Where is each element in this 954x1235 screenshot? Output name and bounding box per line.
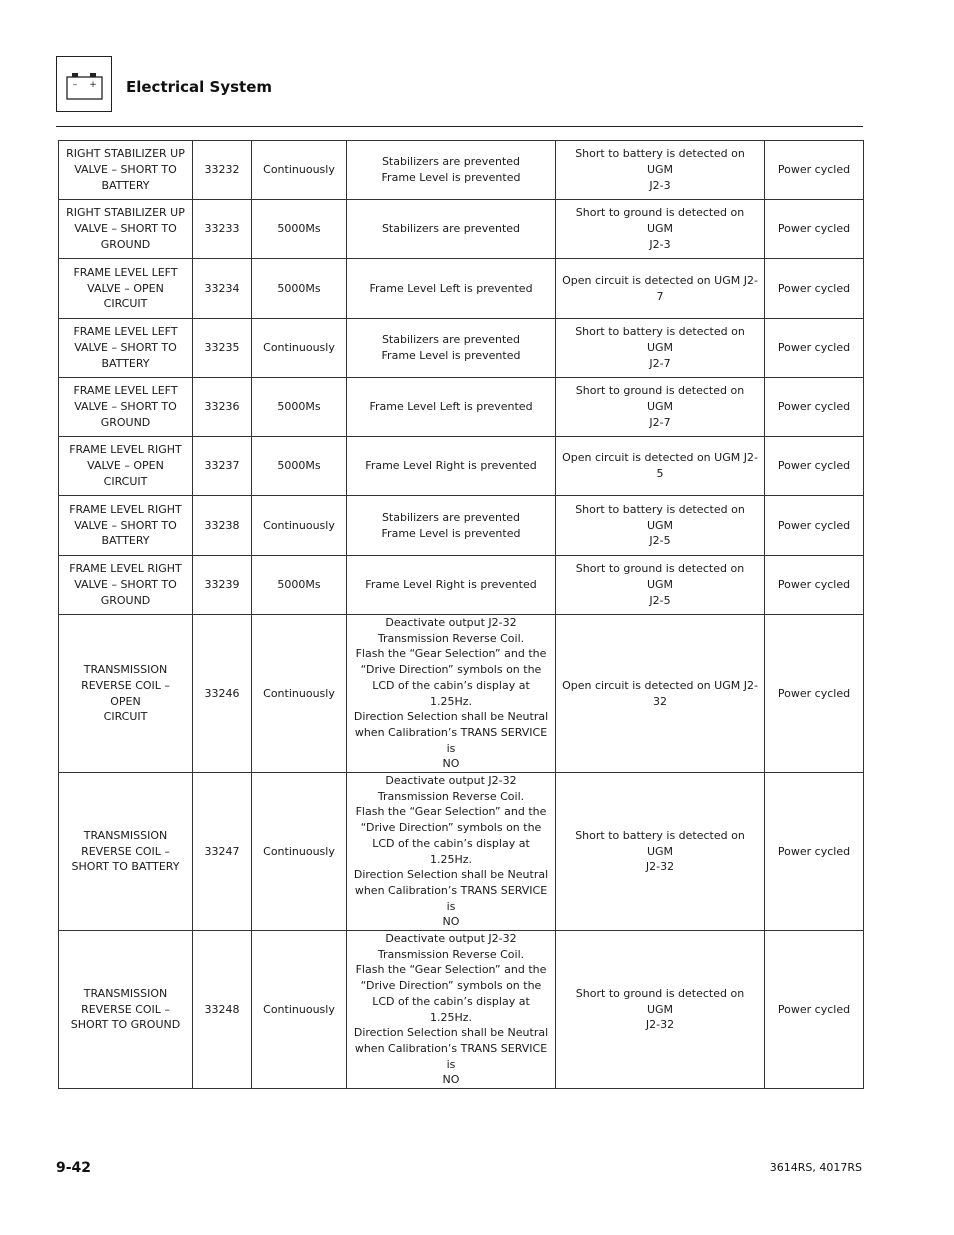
fault-description-line: SHORT TO BATTERY (71, 860, 180, 874)
fault-effect-line: Flash the “Gear Selection” and the (355, 647, 547, 661)
clear-condition-cell: Power cycled (765, 615, 864, 773)
fault-effect-cell (347, 615, 556, 773)
clear-condition-cell: Power cycled (765, 437, 864, 496)
table-row (59, 141, 864, 200)
clear-condition-cell: Power cycled (765, 319, 864, 378)
fault-description-line: CIRCUIT (103, 710, 148, 724)
detection-timing-cell: 5000Ms (252, 556, 347, 615)
fault-effect-line: Stabilizers are prevented (381, 155, 521, 169)
fault-description-line: GROUND (100, 593, 151, 607)
fault-code-cell: 33247 (193, 773, 252, 931)
detection-condition-cell (556, 259, 765, 319)
fault-effect-cell (347, 378, 556, 437)
table-row (59, 496, 864, 556)
fault-description-line: VALVE – SHORT TO (74, 163, 177, 177)
fault-effect-line: Deactivate output J2-32 (385, 616, 517, 629)
detection-condition-cell (556, 378, 765, 437)
fault-description-line: VALVE – SHORT TO (74, 518, 177, 532)
fault-description-cell (59, 319, 193, 378)
fault-description-line: TRANSMISSION (83, 828, 168, 842)
clear-condition-cell: Power cycled (765, 200, 864, 259)
fault-description-line: RIGHT STABILIZER UP (66, 147, 185, 161)
fault-effect-line: “Drive Direction” symbols on the (360, 663, 542, 677)
detection-timing-cell: 5000Ms (252, 200, 347, 259)
detection-condition-line: J2-5 (649, 593, 671, 607)
fault-description-line: REVERSE COIL – (81, 844, 170, 858)
fault-code-cell: 33235 (193, 319, 252, 378)
fault-effect-cell (347, 773, 556, 931)
fault-effect-line: Stabilizers are prevented (381, 510, 521, 524)
fault-code-cell: 33236 (193, 378, 252, 437)
fault-description-line: CIRCUIT (103, 297, 148, 311)
fault-effect-line: Frame Level Left is prevented (369, 281, 533, 295)
detection-condition-line: J2-7 (649, 415, 671, 429)
fault-effect-line: Frame Level Right is prevented (365, 459, 537, 473)
fault-description-cell (59, 556, 193, 615)
fault-effect-line: NO (442, 1073, 460, 1087)
fault-effect-line: Frame Level Left is prevented (369, 400, 533, 414)
table-row (59, 378, 864, 437)
table-row (59, 319, 864, 378)
fault-description-line: VALVE – OPEN (87, 281, 164, 295)
fault-code-cell: 33234 (193, 259, 252, 319)
fault-effect-line: when Calibration’s TRANS SERVICE is (354, 883, 548, 913)
table-row (59, 200, 864, 259)
fault-description-line: VALVE – OPEN (87, 459, 164, 473)
fault-description-line: VALVE – SHORT TO (74, 222, 177, 236)
fault-effect-line: Stabilizers are prevented (381, 333, 521, 347)
fault-description-line: CIRCUIT (103, 474, 148, 488)
fault-description-line: GROUND (100, 415, 151, 429)
clear-condition-cell: Power cycled (765, 378, 864, 437)
fault-effect-line: “Drive Direction” symbols on the (360, 821, 542, 835)
detection-timing-cell: 5000Ms (252, 259, 347, 319)
fault-description-line: SHORT TO GROUND (70, 1018, 181, 1032)
table-row (59, 615, 864, 773)
fault-effect-cell (347, 556, 556, 615)
detection-condition-line: Short to ground is detected on UGM (575, 384, 745, 414)
detection-condition-line: Short to battery is detected on UGM (575, 502, 745, 532)
fault-effect-line: LCD of the cabin’s display at 1.25Hz. (372, 994, 530, 1024)
fault-effect-line: Deactivate output J2-32 (385, 932, 517, 946)
section-title: Electrical System (126, 78, 273, 96)
fault-description-line: REVERSE COIL – (81, 1002, 170, 1016)
header-divider (56, 126, 863, 127)
detection-condition-cell (556, 496, 765, 556)
fault-effect-line: Transmission Reverse Coil. (377, 631, 525, 645)
detection-condition-line: Open circuit is detected on UGM J2- (562, 678, 758, 692)
fault-effect-line: Frame Level is prevented (381, 526, 521, 540)
detection-condition-cell (556, 931, 765, 1089)
fault-effect-cell (347, 319, 556, 378)
battery-plus-sign: + (89, 80, 97, 90)
detection-timing-cell: Continuously (252, 931, 347, 1089)
clear-condition-cell: Power cycled (765, 259, 864, 319)
detection-condition-line: J2-32 (645, 860, 675, 874)
fault-effect-line: when Calibration’s TRANS SERVICE is (354, 1041, 548, 1071)
detection-condition-line: Short to battery is detected on UGM (575, 828, 745, 858)
clear-condition-cell: Power cycled (765, 556, 864, 615)
fault-effect-line: Direction Selection shall be Neutral (353, 868, 549, 882)
table-row (59, 556, 864, 615)
clear-condition-cell: Power cycled (765, 773, 864, 931)
fault-code-cell: 33239 (193, 556, 252, 615)
detection-condition-line: J2-3 (649, 237, 671, 251)
detection-timing-cell: 5000Ms (252, 437, 347, 496)
fault-description-line: VALVE – SHORT TO (74, 578, 177, 592)
detection-condition-line: Short to ground is detected on UGM (575, 206, 745, 236)
detection-timing-cell: 5000Ms (252, 378, 347, 437)
fault-effect-cell (347, 200, 556, 259)
fault-effect-line: Deactivate output J2-32 (385, 774, 517, 788)
fault-effect-line: Stabilizers are prevented (381, 222, 521, 236)
clear-condition-cell: Power cycled (765, 141, 864, 200)
fault-description-line: REVERSE COIL – OPEN (81, 678, 170, 708)
fault-effect-line: “Drive Direction” symbols on the (360, 979, 542, 993)
fault-description-line: FRAME LEVEL RIGHT (69, 502, 182, 516)
fault-effect-line: Transmission Reverse Coil. (377, 947, 525, 961)
detection-condition-line: J2-32 (645, 1018, 675, 1032)
detection-condition-line: 32 (653, 694, 667, 708)
detection-condition-line: 7 (656, 289, 664, 303)
detection-condition-line: Short to battery is detected on UGM (575, 147, 745, 177)
fault-effect-line: Direction Selection shall be Neutral (353, 710, 549, 724)
detection-condition-line: J2-5 (649, 534, 671, 548)
fault-description-line: FRAME LEVEL LEFT (73, 384, 178, 398)
fault-effect-line: Flash the “Gear Selection” and the (355, 963, 547, 977)
fault-description-line: TRANSMISSION (83, 987, 168, 1001)
fault-code-table (58, 140, 864, 1089)
fault-code-cell: 33248 (193, 931, 252, 1089)
detection-condition-line: Short to ground is detected on UGM (575, 562, 745, 592)
fault-description-line: FRAME LEVEL RIGHT (69, 562, 182, 576)
detection-condition-cell (556, 437, 765, 496)
detection-condition-line: Open circuit is detected on UGM J2- (562, 273, 758, 287)
fault-code-cell: 33238 (193, 496, 252, 556)
fault-effect-line: Flash the “Gear Selection” and the (355, 805, 547, 819)
fault-description-line: BATTERY (101, 178, 150, 192)
section-icon-box (56, 56, 112, 112)
fault-code-cell: 33232 (193, 141, 252, 200)
fault-effect-cell (347, 496, 556, 556)
fault-description-cell (59, 496, 193, 556)
page-number: 9-42 (56, 1160, 92, 1176)
detection-condition-line: J2-3 (649, 178, 671, 192)
model-numbers: 3614RS, 4017RS (769, 1161, 862, 1174)
fault-code-cell: 33233 (193, 200, 252, 259)
fault-effect-cell (347, 259, 556, 319)
battery-minus-sign: – (72, 80, 78, 90)
fault-effect-line: Frame Level is prevented (381, 349, 521, 362)
fault-effect-line: when Calibration’s TRANS SERVICE is (354, 725, 548, 755)
detection-condition-cell (556, 200, 765, 259)
fault-description-line: VALVE – SHORT TO (74, 341, 177, 355)
detection-condition-line: Open circuit is detected on UGM J2- (562, 451, 758, 465)
fault-effect-line: Transmission Reverse Coil. (377, 789, 525, 803)
detection-condition-cell (556, 773, 765, 931)
fault-effect-line: NO (442, 915, 460, 929)
fault-code-table-body (59, 141, 864, 1089)
fault-effect-line: Frame Level Right is prevented (365, 578, 537, 592)
detection-timing-cell: Continuously (252, 141, 347, 200)
fault-description-line: TRANSMISSION (83, 663, 168, 677)
fault-effect-line: Direction Selection shall be Neutral (353, 1026, 549, 1040)
table-row (59, 773, 864, 931)
detection-condition-cell (556, 141, 765, 200)
fault-description-line: FRAME LEVEL LEFT (73, 325, 178, 339)
detection-condition-line: 5 (656, 467, 664, 480)
fault-code-cell: 33237 (193, 437, 252, 496)
detection-timing-cell: Continuously (252, 615, 347, 773)
fault-description-line: FRAME LEVEL RIGHT (69, 443, 182, 457)
fault-description-cell (59, 259, 193, 319)
fault-description-line: GROUND (100, 237, 151, 251)
fault-effect-cell (347, 437, 556, 496)
detection-condition-line: Short to battery is detected on UGM (575, 325, 745, 355)
fault-effect-cell (347, 141, 556, 200)
table-row (59, 931, 864, 1089)
fault-description-line: VALVE – SHORT TO (74, 400, 177, 414)
fault-description-cell (59, 931, 193, 1089)
clear-condition-cell: Power cycled (765, 496, 864, 556)
fault-effect-line: LCD of the cabin’s display at 1.25Hz. (372, 678, 530, 708)
fault-description-line: FRAME LEVEL LEFT (73, 265, 178, 279)
fault-code-cell: 33246 (193, 615, 252, 773)
fault-effect-line: Frame Level is prevented (381, 171, 521, 184)
fault-description-line: RIGHT STABILIZER UP (66, 206, 185, 220)
fault-effect-cell (347, 931, 556, 1089)
fault-description-cell (59, 141, 193, 200)
battery-icon (57, 57, 113, 113)
fault-effect-line: NO (442, 757, 460, 771)
fault-description-cell (59, 773, 193, 931)
fault-description-line: BATTERY (101, 534, 150, 548)
table-row (59, 259, 864, 319)
detection-condition-cell (556, 615, 765, 773)
detection-timing-cell: Continuously (252, 319, 347, 378)
detection-timing-cell: Continuously (252, 773, 347, 931)
detection-condition-line: Short to ground is detected on UGM (575, 987, 745, 1016)
fault-description-cell (59, 378, 193, 437)
clear-condition-cell: Power cycled (765, 931, 864, 1089)
fault-effect-line: LCD of the cabin’s display at 1.25Hz. (372, 836, 530, 866)
fault-description-cell (59, 615, 193, 773)
detection-timing-cell: Continuously (252, 496, 347, 556)
detection-condition-cell (556, 319, 765, 378)
fault-description-cell (59, 437, 193, 496)
detection-condition-cell (556, 556, 765, 615)
fault-description-cell (59, 200, 193, 259)
table-row (59, 437, 864, 496)
detection-condition-line: J2-7 (649, 356, 671, 370)
fault-description-line: BATTERY (101, 356, 150, 370)
